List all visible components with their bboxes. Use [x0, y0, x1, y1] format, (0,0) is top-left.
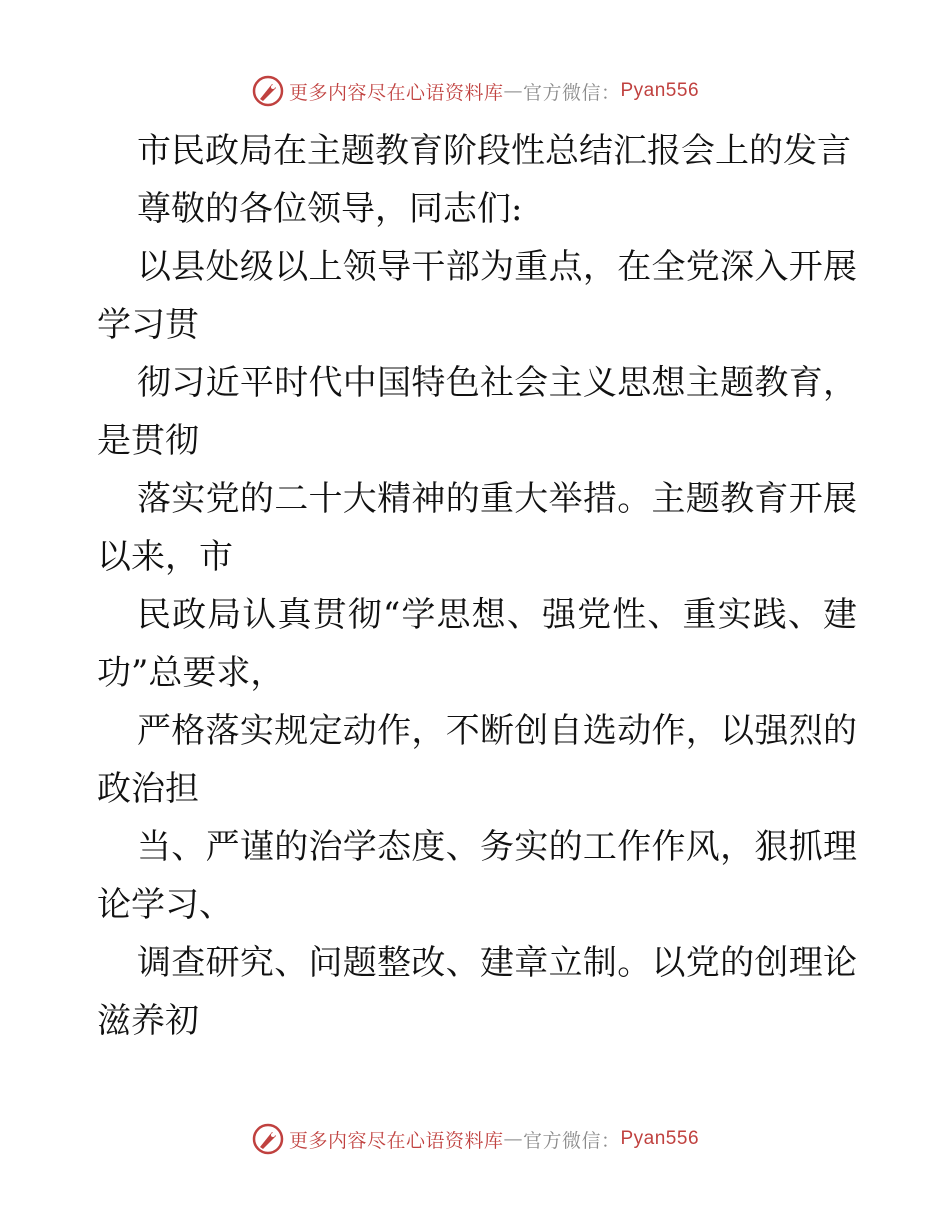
paragraph-line: 功”总要求，: [97, 653, 285, 693]
paragraph-line: 政治担: [97, 769, 199, 809]
paragraph-line: 严格落实规定动作，不断创自选动作，以强烈的: [137, 711, 857, 751]
header-watermark-banner: [0, 71, 950, 111]
paragraph-line: 彻习近平时代中国特色社会主义思想主题教育，: [137, 363, 857, 403]
banner-dash: —: [503, 80, 523, 102]
pen-nib-circle-icon: [251, 1122, 285, 1156]
banner-site-name: 更多内容尽在心语资料库: [288, 1129, 504, 1152]
banner-wechat-id: Pyan556: [620, 1128, 700, 1149]
paragraph-line: 是贯彻: [97, 421, 199, 461]
banner-wechat-id: Pyan556: [620, 80, 700, 101]
paragraph-line: 以来，市: [97, 537, 233, 577]
paragraph-line: 落实党的二十大精神的重大举措。主题教育开展: [137, 479, 857, 519]
paragraph-line: 调查研究、问题整改、建章立制。以党的创理论: [137, 943, 857, 983]
pen-nib-circle-icon: [251, 74, 285, 108]
paragraph-line: 以县处级以上领导干部为重点，在全党深入开展: [137, 247, 857, 287]
paragraph-line: 民政局认真贯彻“学思想、强党性、重实践、建: [137, 595, 857, 635]
paragraph-line: 学习贯: [97, 305, 199, 345]
footer-watermark-banner: [0, 1119, 950, 1159]
banner-wechat-label: 官方微信：: [522, 1129, 621, 1152]
banner-site-name: 更多内容尽在心语资料库: [288, 81, 504, 104]
banner-wechat-label: 官方微信：: [522, 81, 621, 104]
banner-dash: —: [503, 1128, 523, 1150]
document-greeting: 尊敬的各位领导，同志们:: [137, 189, 523, 229]
paragraph-line: 滋养初: [97, 1001, 199, 1041]
document-title: 市民政局在主题教育阶段性总结汇报会上的发言: [137, 131, 851, 171]
document-body: [97, 122, 857, 1050]
paragraph-line: 当、严谨的治学态度、务实的工作作风，狠抓理: [137, 827, 857, 867]
paragraph-line: 论学习、: [97, 885, 233, 925]
